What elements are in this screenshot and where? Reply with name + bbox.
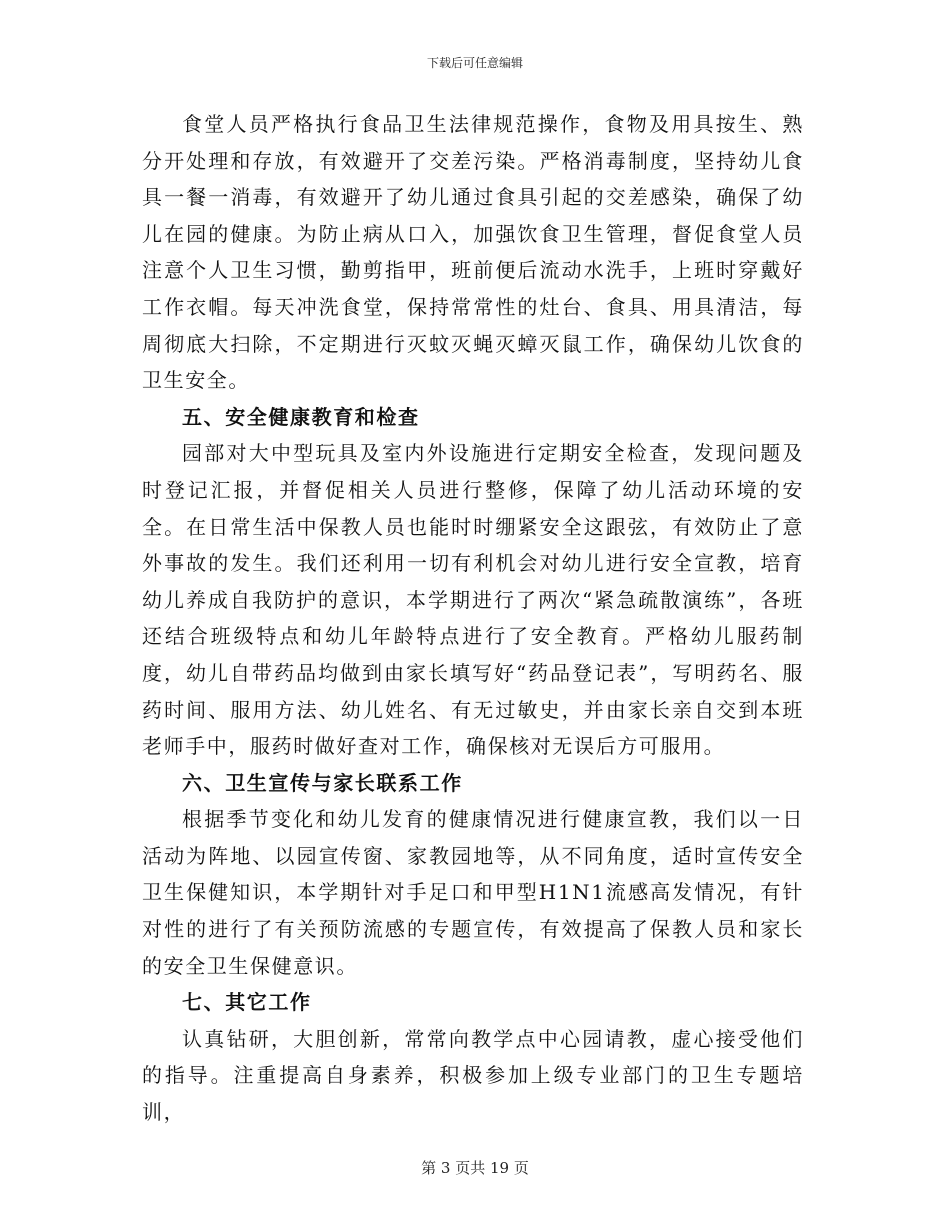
paragraph-canteen-hygiene: 食堂人员严格执行食品卫生法律规范操作，食物及用具按生、熟分开处理和存放，有效避开了交差污染。严格消毒制度，坚持幼儿食具一餐一消毒，有效避开了幼儿通过食具引起的交差感染，确保了幼儿在园的健康。为防止病从口入，加强饮食卫生管理，督促食堂人员注意个人卫生习惯，勤剪指甲，班前便后流动水洗手，上班时穿戴好工作衣帽。每天冲洗食堂，保持常常性的灶台、食具、用具清洁，每周彻底大扫除，不定期进行灭蚊灭蝇灭蟑灭鼠工作，确保幼儿饮食的卫生安全。 — [142, 112, 804, 393]
section-heading-safety-education: 五、安全健康教育和检查 — [182, 404, 420, 429]
paragraph-health-publicity: 根据季节变化和幼儿发育的健康情况进行健康宣教，我们以一日活动为阵地、以园宣传窗、家教园地等，从不同角度，适时宣传安全卫生保健知识，本学期针对手足口和甲型H1N1流感高发情况，有针对性的进行了有关预防流感的专题宣传，有效提高了保教人员和家长的安全卫生保健意识。 — [142, 807, 804, 978]
paragraph-safety-inspection: 园部对大中型玩具及室内外设施进行定期安全检查，发现问题及时登记汇报，并督促相关人员进行整修，保障了幼儿活动环境的安全。在日常生活中保教人员也能时时绷紧安全这跟弦，有效防止了意外事故的发生。我们还利用一切有利机会对幼儿进行安全宣教，培育幼儿养成自我防护的意识，本学期进行了两次“紧急疏散演练”，各班还结合班级特点和幼儿年龄特点进行了安全教育。严格幼儿服药制度，幼儿自带药品均做到由家长填写好“药品登记表”，写明药名、服药时间、服用方法、幼儿姓名、有无过敏史，并由家长亲自交到本班老师手中，服药时做好查对工作，确保核对无误后方可服用。 — [142, 441, 804, 759]
section-heading-health-publicity: 六、卫生宣传与家长联系工作 — [182, 770, 463, 795]
page-number-footer: 第 3 页共 19 页 — [421, 1159, 529, 1177]
page-header: 下载后可任意编辑 — [426, 56, 523, 70]
paragraph-other-work: 认真钻研，大胆创新，常常向教学点中心园请教，虚心接受他们的指导。注重提高自身素养，积极参加上级专业部门的卫生专题培训， — [142, 1026, 804, 1125]
section-heading-other-work: 七、其它工作 — [182, 990, 312, 1015]
document-body — [142, 106, 804, 1131]
